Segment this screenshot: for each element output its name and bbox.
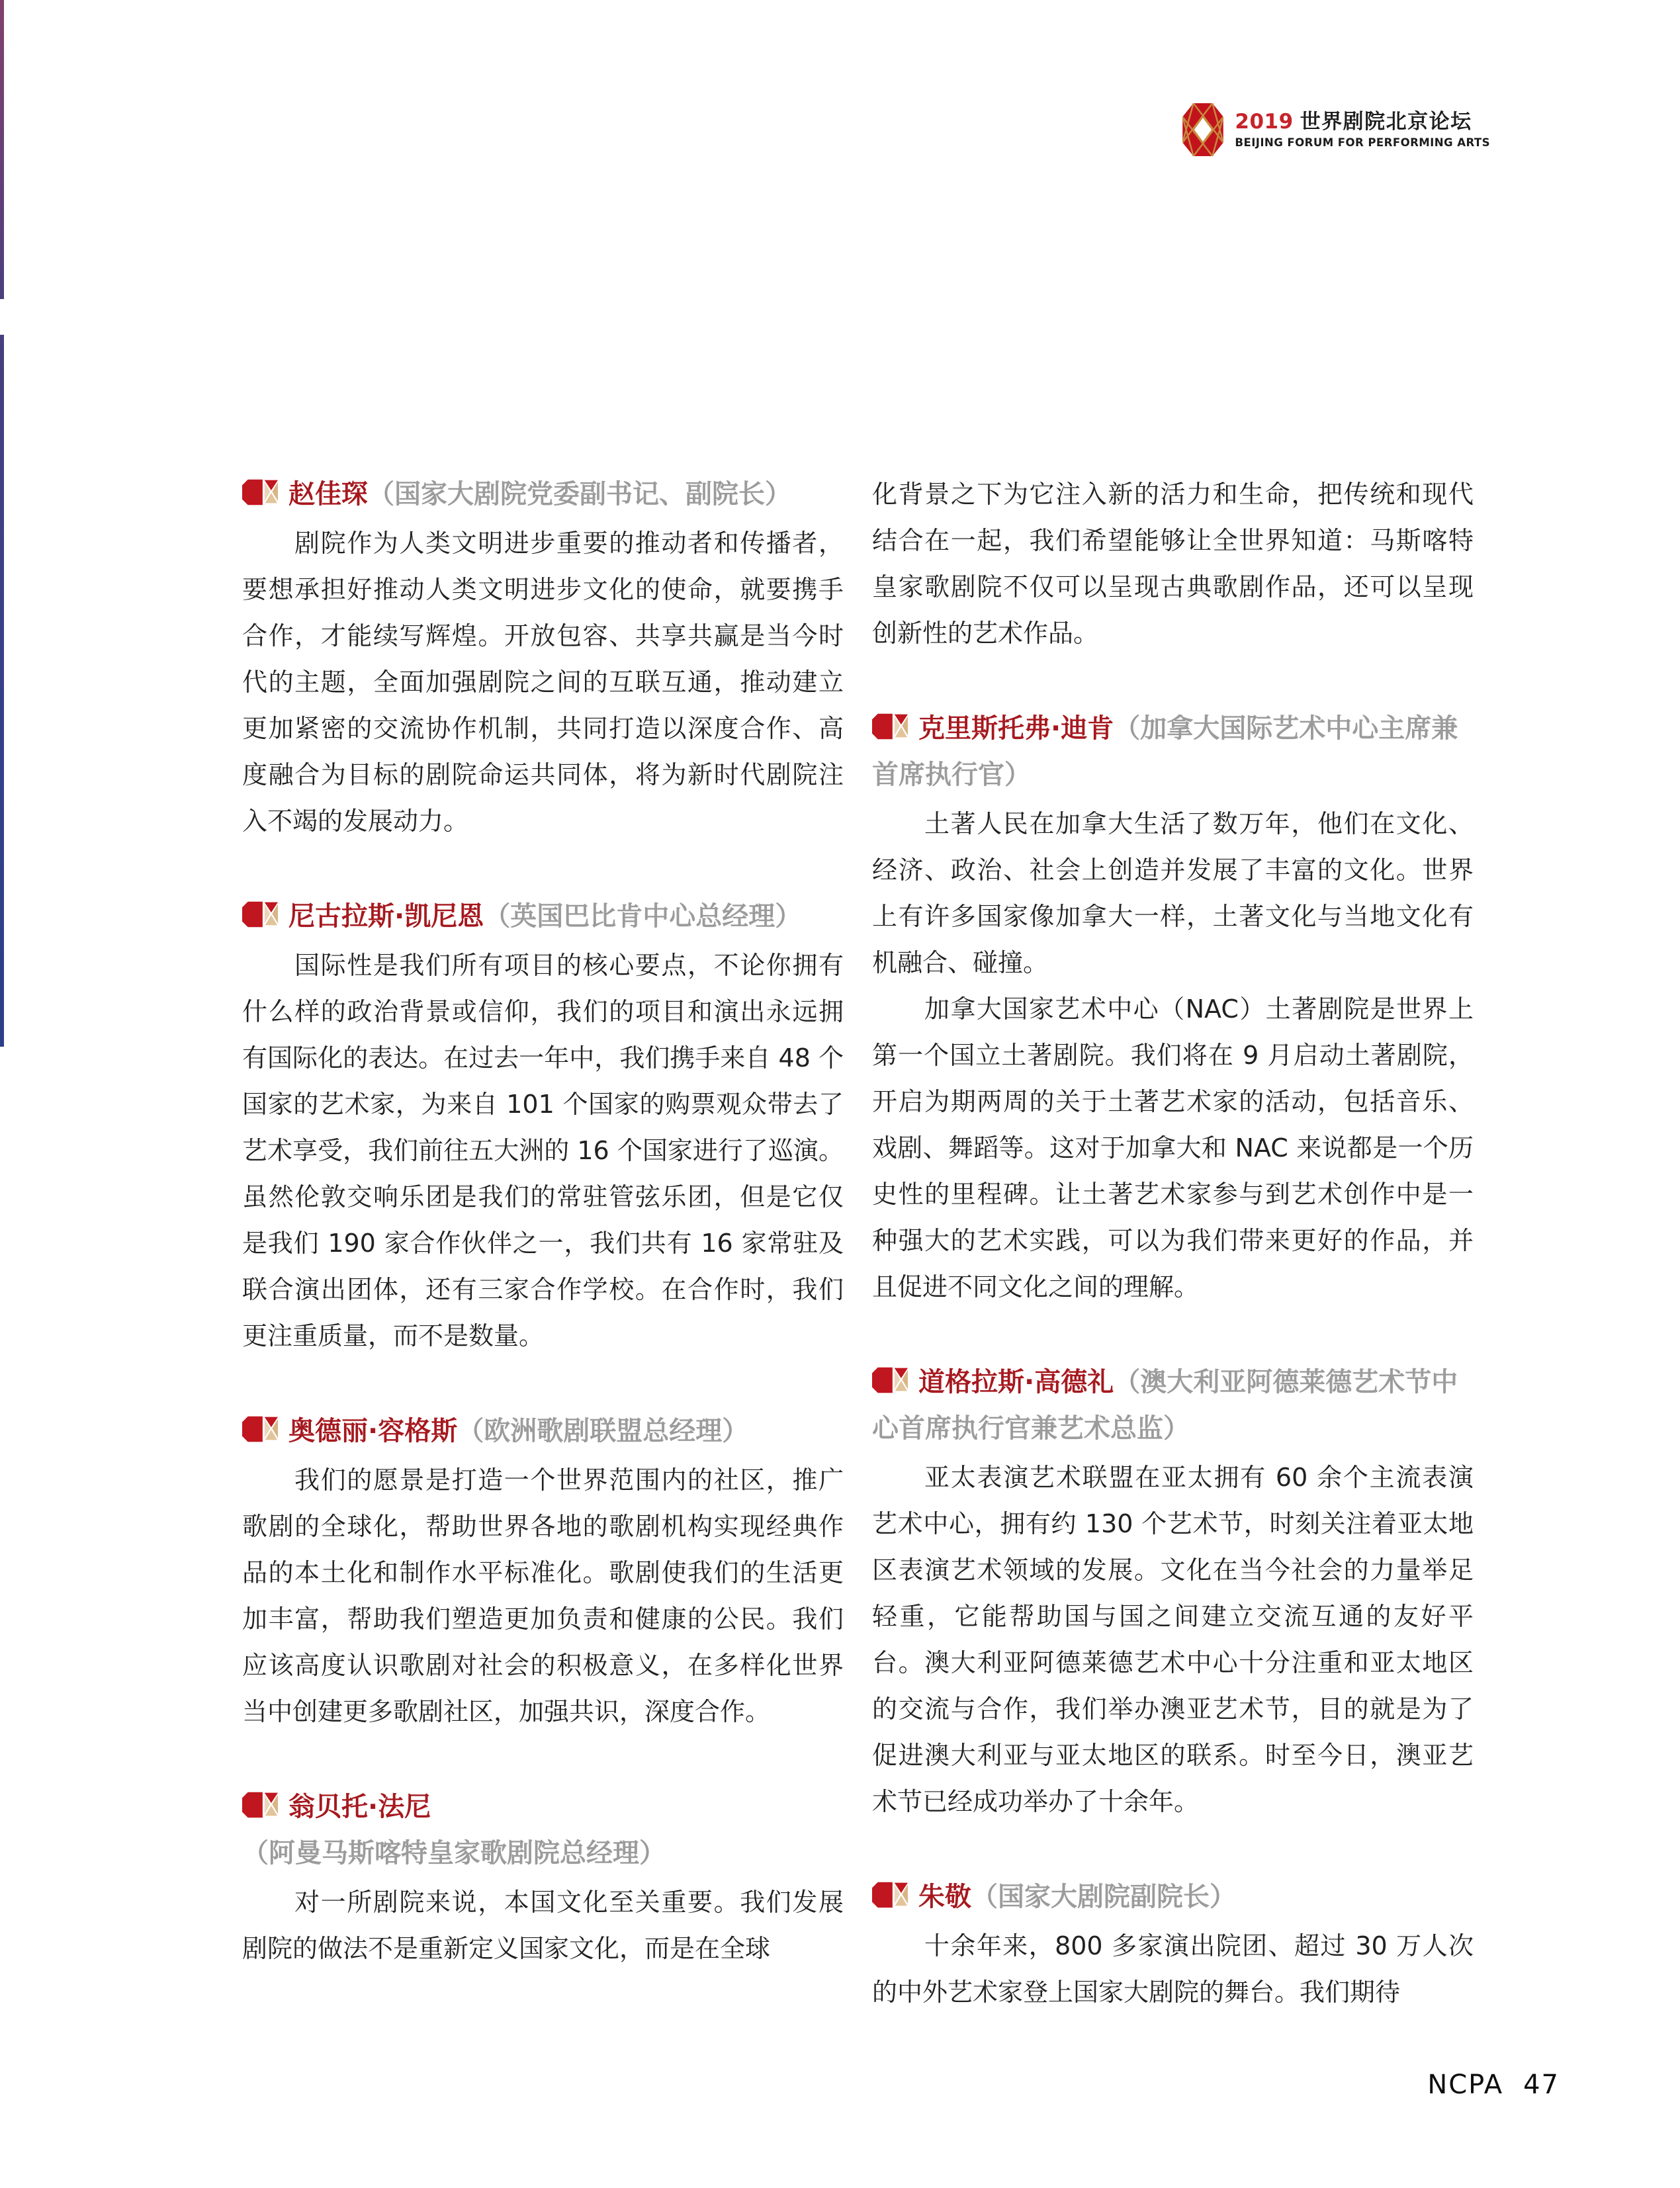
speaker-header — [242, 471, 844, 517]
forum-title-zh-text: 世界剧院北京论坛 — [1300, 110, 1472, 134]
speaker-name: 朱敬 — [918, 1882, 971, 1912]
speaker-section — [242, 893, 844, 1359]
column-left — [242, 471, 844, 2015]
speech-paragraph: 十余年来，800 多家演出院团、超过 30 万人次的中外艺术家登上国家大剧院的舞台。我们期待 — [872, 1931, 1474, 2007]
speech-paragraph: 土著人民在加拿大生活了数万年，他们在文化、经济、政治、社会上创造并发展了丰富的文化。世界上有许多国家像加拿大一样，土著文化与当地文化有机融合、碰撞。 — [872, 809, 1474, 977]
speaker-name: 尼古拉斯·凯尼恩 — [288, 901, 484, 932]
speech-paragraph: 我们的愿景是打造一个世界范围内的社区，推广歌剧的全球化，帮助世界各地的歌剧机构实现经典作品的本土化和制作水平标准化。歌剧使我们的生活更加丰富，帮助我们塑造更加负责和健康的公民。我们应该高度认识歌剧对社会的积极意义，在多样化世界当中创建更多歌剧社区，加强共识，深度合作。 — [242, 1466, 844, 1726]
speaker-title: （加拿大国际艺术中心主席兼首席执行官） — [872, 713, 1458, 790]
speaker-section — [242, 1784, 844, 1972]
speaker-title: （英国巴比肯中心总经理） — [484, 901, 802, 932]
speaker-header — [242, 1408, 844, 1454]
speaker-header — [242, 1784, 844, 1876]
speech-paragraph: 剧院作为人类文明进步重要的推动者和传播者，要想承担好推动人类文明进步文化的使命，就要携手合作，才能续写辉煌。开放包容、共享共赢是当今时代的主题，全面加强剧院之间的互联互通，推动建立更加紧密的交流协作机制，共同打造以深度合作、高度融合为目标的剧院命运共同体，将为新时代剧院注入不竭的发展动力。 — [242, 529, 844, 836]
speaker-section — [872, 1874, 1474, 2015]
speaker-title: （澳大利亚阿德莱德艺术节中心首席执行官兼艺术总监） — [872, 1367, 1458, 1444]
speaker-title: （国家大剧院副院长） — [971, 1882, 1236, 1912]
speech-paragraph-continuation: 化背景之下为它注入新的活力和生命，把传统和现代结合在一起，我们希望能够让全世界知道：马斯喀特皇家歌剧院不仅可以呈现古典歌剧作品，还可以呈现创新性的艺术作品。 — [872, 480, 1474, 648]
speaker-marker-icon — [242, 474, 278, 500]
speaker-title: （欧洲歌剧联盟总经理） — [457, 1416, 749, 1446]
speaker-header — [872, 1874, 1474, 1920]
forum-year: 2019 — [1235, 110, 1294, 134]
speaker-marker-icon — [872, 1876, 908, 1903]
speech-paragraph: 国际性是我们所有项目的核心要点，不论你拥有什么样的政治背景或信仰，我们的项目和演出永远拥有国际化的表达。在过去一年中，我们携手来自 48 个国家的艺术家，为来自 101 个国家的购票观众带去了艺术享受，我们前往五大洲的 16 个国家进行了巡演。虽然伦敦交响乐团是我们的常驻管弦乐团，但是它仅是我们 190 家合作伙伴之一，我们共有 16 家常驻及联合演出团体，还有三家合作学校。在合作时，我们更注重质量，而不是数量。 — [242, 951, 844, 1350]
page-edge-strip-top — [0, 0, 4, 299]
forum-title-zh — [1235, 109, 1490, 135]
speech-paragraph: 加拿大国家艺术中心（NAC）土著剧院是世界上第一个国立土著剧院。我们将在 9 月启动土著剧院，开启为期两周的关于土著艺术家的活动，包括音乐、戏剧、舞蹈等。这对于加拿大和 NAC 来说都是一个历史性的里程碑。让土著艺术家参与到艺术创作中是一种强大的艺术实践，可以为我们带来更好的作品，并且促进不同文化之间的理解。 — [872, 994, 1474, 1301]
speaker-section — [872, 1359, 1474, 1825]
speaker-header — [872, 705, 1474, 798]
speaker-name: 奥德丽·容格斯 — [288, 1416, 458, 1446]
speaker-title: （阿曼马斯喀特皇家歌剧院总经理） — [242, 1838, 666, 1868]
forum-brand-header — [1182, 103, 1490, 156]
speaker-name: 道格拉斯·高德礼 — [918, 1367, 1114, 1397]
speech-paragraph: 对一所剧院来说，本国文化至关重要。我们发展剧院的做法不是重新定义国家文化，而是在全球 — [242, 1888, 844, 1963]
speaker-name: 克里斯托弗·迪肯 — [918, 713, 1114, 744]
speaker-marker-icon — [872, 708, 908, 734]
speaker-section — [872, 705, 1474, 1310]
speaker-marker-icon — [872, 1362, 908, 1388]
speaker-name: 赵佳琛 — [288, 479, 368, 509]
speaker-header — [242, 893, 844, 940]
speaker-header — [872, 1359, 1474, 1452]
footer-page-number: 47 — [1523, 2070, 1560, 2100]
forum-octagon-logo-icon — [1182, 103, 1223, 156]
speaker-section — [242, 471, 844, 844]
speaker-marker-icon — [242, 1411, 278, 1437]
forum-brand-text — [1235, 109, 1490, 151]
page-edge-strip-bottom — [0, 335, 4, 1047]
speech-paragraph: 亚太表演艺术联盟在亚太拥有 60 余个主流表演艺术中心，拥有约 130 个艺术节，时刻关注着亚太地区表演艺术领域的发展。文化在当今社会的力量举足轻重，它能帮助国与国之间建立交流互通的友好平台。澳大利亚阿德莱德艺术中心十分注重和亚太地区的交流与合作，我们举办澳亚艺术节，目的就是为了促进澳大利亚与亚太地区的联系。时至今日，澳亚艺术节已经成功举办了十余年。 — [872, 1463, 1474, 1816]
speaker-section — [242, 1408, 844, 1735]
page-footer — [1427, 2070, 1560, 2100]
column-right — [872, 471, 1474, 2015]
footer-brand: NCPA — [1427, 2070, 1504, 2100]
speaker-title: （国家大剧院党委副书记、副院长） — [368, 479, 791, 509]
speaker-name: 翁贝托·法尼 — [288, 1792, 431, 1822]
forum-title-en: BEIJING FORUM FOR PERFORMING ARTS — [1235, 136, 1490, 149]
speaker-marker-icon — [242, 1786, 278, 1813]
article-columns — [242, 471, 1474, 2015]
speaker-marker-icon — [242, 896, 278, 922]
